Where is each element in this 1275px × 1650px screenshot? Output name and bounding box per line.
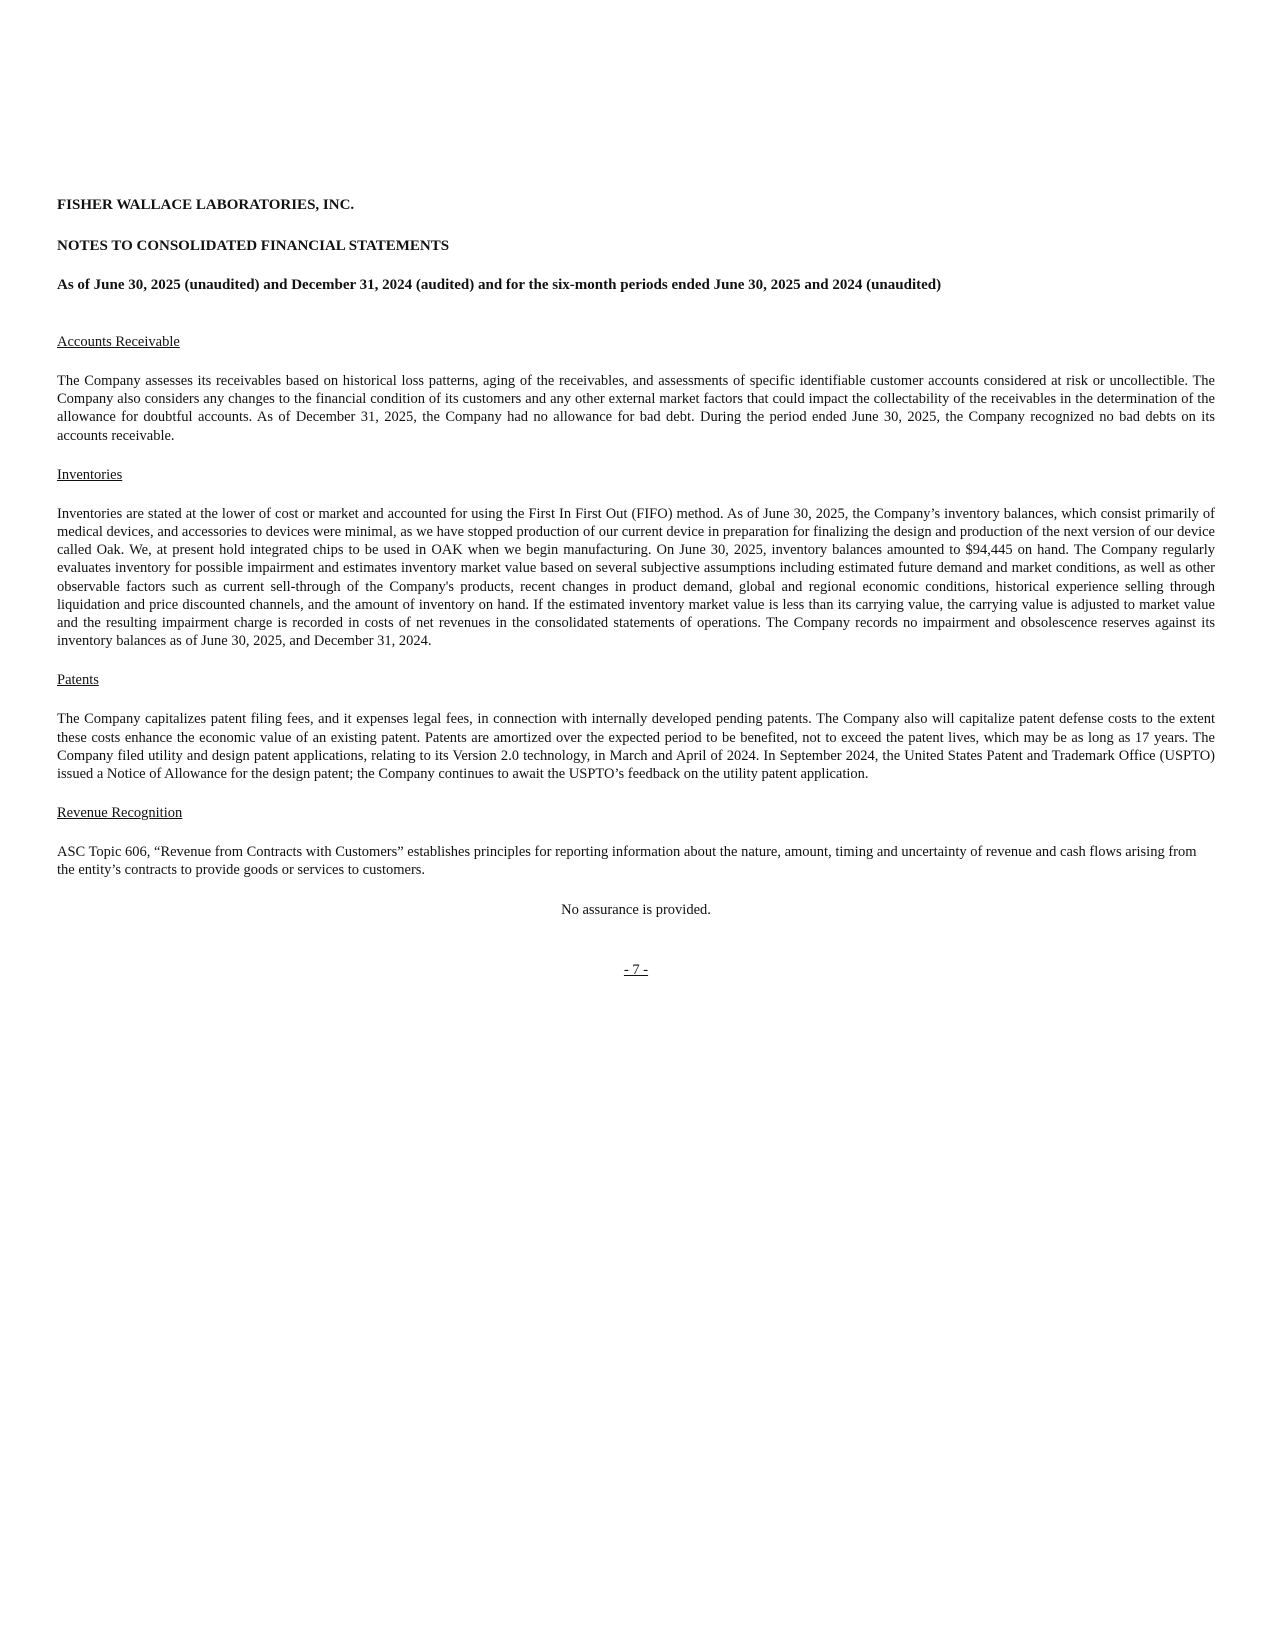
section-patents [57,671,1215,783]
section-title-revenue-recognition: Revenue Recognition [57,805,183,822]
page-number-text: - 7 - [623,961,649,978]
section-inventories [57,466,1215,651]
notes-title: NOTES TO CONSOLIDATED FINANCIAL STATEMENTS [57,238,450,254]
section-accounts-receivable [57,333,1215,445]
section-body-inventories: Inventories are stated at the lower of cost or market and accounted for using the First In First Out (FIFO) method. As of June 30, 2025, the Company’s inventory balances, which consist primarily of medical devices, and accessories to devices were minimal, as we have stopped production of our current device in preparation for finalizing the design and production of the next version of our device called Oak. We, at present hold integrated chips to be used in OAK when we begin manufacturing. On June 30, 2025, inventory balances amounted to $94,445 on hand. The Company regularly evaluates inventory for possible impairment and estimates inventory market value based on several subjective assumptions including estimated future demand and market conditions, as well as other observable factors such as current sell-through of the Company's products, recent changes in product demand, global and regional economic conditions, historical experience selling through liquidation and price discounted channels, and the amount of inventory on hand. If the estimated inventory market value is less than its carrying value, the carrying value is adjusted to market value and the resulting impairment charge is recorded in costs of net revenues in the consolidated statements of operations. The Company records no impairment and obsolescence reserves against its inventory balances as of June 30, 2025, and December 31, 2024. [57,505,1215,650]
section-title-accounts-receivable: Accounts Receivable [57,334,180,350]
page-number [57,961,1215,979]
company-name: FISHER WALLACE LABORATORIES, INC. [57,197,355,213]
section-title-inventories: Inventories [57,466,123,483]
period-statement: As of June 30, 2025 (unaudited) and December 31, 2024 (audited) and for the six-month periods ended June 30, 2025 and 2024 (unaudited) [57,277,942,293]
section-body-patents: The Company capitalizes patent filing fees, and it expenses legal fees, in connection with internally developed pending patents. The Company also will capitalize patent defense costs to the extent these costs enhance the economic value of an existing patent. Patents are amortized over the expected period to be benefited, not to exceed the patent lives, which may be as long as 17 years. The Company filed utility and design patent applications, relating to its Version 2.0 technology, in March and April of 2024. In September 2024, the United States Patent and Trademark Office (USPTO) issued a Notice of Allowance for the design patent; the Company continues to await the USPTO’s feedback on the utility patent application. [57,711,1215,783]
document-page [57,196,1215,979]
section-body-revenue-recognition: ASC Topic 606, “Revenue from Contracts with Customers” establishes principles for reporting information about the nature, amount, timing and uncertainty of revenue and cash flows arising from the entity’s contracts to provide goods or services to customers. [57,844,1197,879]
section-title-patents: Patents [57,672,99,689]
assurance-note: No assurance is provided. [561,901,711,918]
section-revenue-recognition [57,804,1215,879]
section-body-accounts-receivable: The Company assesses its receivables based on historical loss patterns, aging of the receivables, and assessments of specific identifiable customer accounts considered at risk or uncollectible. The Company also considers any changes to the financial condition of its customers and any other external market factors that could impact the collectability of the receivables in the determination of the allowance for doubtful accounts. As of December 31, 2025, the Company had no allowance for bad debt. During the period ended June 30, 2025, the Company recognized no bad debts on its accounts receivable. [57,373,1215,444]
